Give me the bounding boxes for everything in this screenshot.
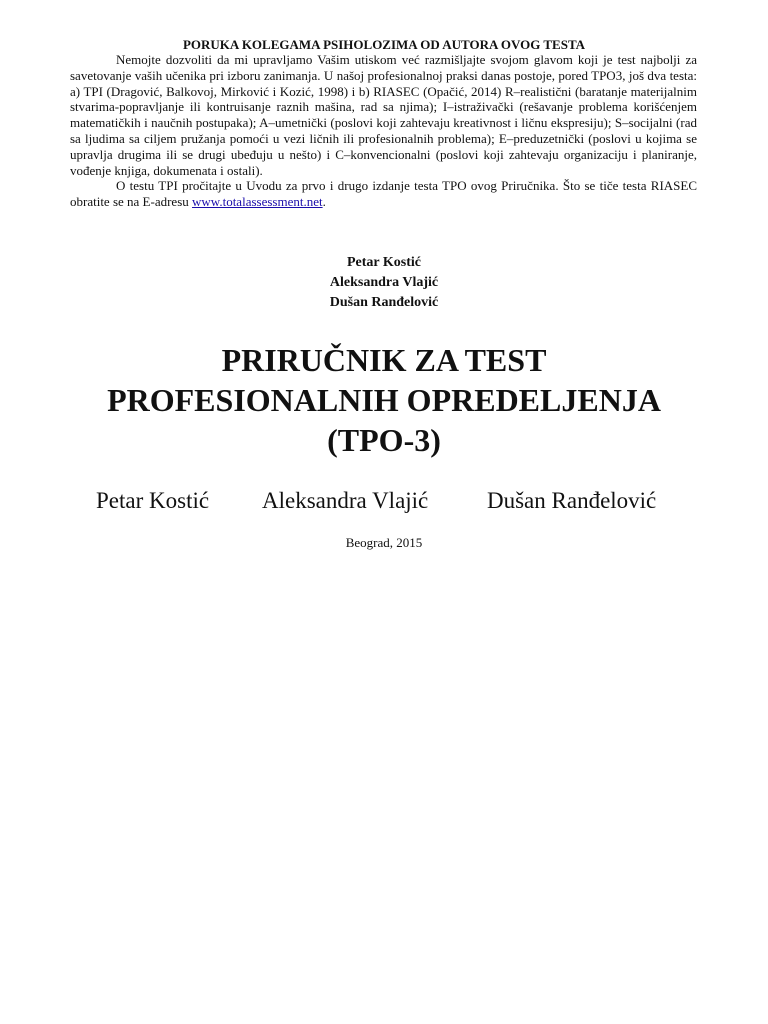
author-name: Petar Kostić bbox=[347, 255, 421, 270]
message-heading: PORUKA KOLEGAMA PSIHOLOZIMA OD AUTORA OVOG TESTA bbox=[182, 37, 586, 52]
website-link[interactable]: www.totalassessment.net bbox=[192, 194, 323, 210]
title-line: PRIRUČNIK ZA TEST bbox=[221, 342, 547, 378]
title-line: (TPO-3) bbox=[327, 422, 441, 458]
author-name: Aleksandra Vlajić bbox=[329, 275, 439, 290]
message-body bbox=[70, 52, 697, 210]
author-name-large: Dušan Ranđelović bbox=[487, 488, 657, 513]
author-name: Dušan Ranđelović bbox=[329, 295, 439, 310]
author-name-large: Aleksandra Vlajić bbox=[262, 488, 429, 513]
paragraph-2-text: O testu TPI pročitajte u Uvodu za prvo i drugo izdanje testa TPO ovog Priručnika. Što se tiče testa RIASEC obratite se na E-adresu bbox=[70, 178, 697, 210]
book-title bbox=[0, 340, 768, 460]
author-name-large: Petar Kostić bbox=[96, 488, 210, 513]
place-and-year: Beograd, 2015 bbox=[345, 535, 423, 550]
message-paragraph-2 bbox=[70, 178, 697, 210]
title-line: PROFESIONALNIH OPREDELJENJA bbox=[107, 382, 661, 418]
authors-list bbox=[0, 253, 768, 313]
paragraph-2-end: . bbox=[322, 194, 326, 210]
message-paragraph-1: Nemojte dozvoliti da mi upravljamo Vašim utiskom već razmišljajte svojom glavom koji je test najbolji za savetovanje vaših učenika pri izboru zanimanja. U našoj profesionalnoj praksi danas postoje, pored TPO3, još dva testa: a) TPI (Dragović, Balkovoj, Mirković i Kozić, 1998) i b) RIASEC (Opačić, 2014) R–realistični (baratanje materijalnim stvarima-popravljanje ili kontruisanje raznih mašina, rad sa njima); I–istraživački (rešavanje problema korišćenjem matematičkih i naučnih postupaka); A–umetnički (poslovi koji zahtevaju kreativnost i ličnu ekspresiju); S–socijalni (rad sa ljudima sa ciljem pružanja pomoći u vezi ličnih ili profesionalnih problema); E–preduzetnički (poslovi u kojima se upravlja drugima ili se drugi ubeđuju u nešto) i C–konvencionalni (poslovi koji zahtevaju organizaciju i planiranje, vođenje knjiga, dokumenata i ostali). bbox=[70, 52, 697, 178]
